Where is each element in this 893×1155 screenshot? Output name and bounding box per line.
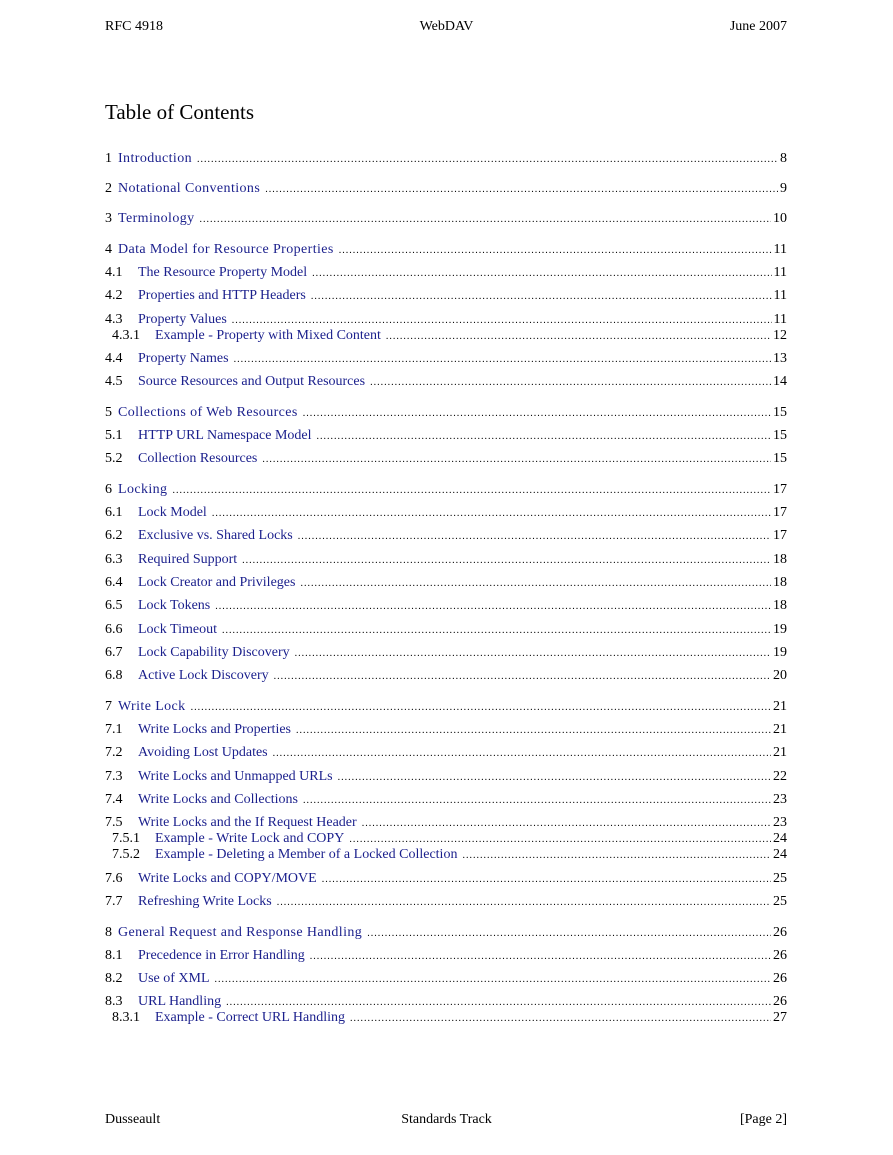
header-center: WebDAV <box>419 19 474 34</box>
toc-entry-page: 18 <box>773 598 787 613</box>
toc-entry[interactable] <box>105 211 787 228</box>
toc-entry-page: 11 <box>773 265 787 280</box>
toc-dot-leader <box>262 452 771 468</box>
toc-entry-page: 23 <box>773 815 787 830</box>
toc-entry[interactable] <box>105 451 787 468</box>
toc-entry-page: 11 <box>773 312 787 327</box>
toc-entry-number: 7.7 <box>105 894 123 909</box>
toc-entry[interactable] <box>105 668 787 685</box>
toc-entry[interactable] <box>105 815 787 832</box>
toc-entry[interactable] <box>105 181 787 198</box>
toc-dot-leader <box>212 506 771 522</box>
toc-entry-page: 26 <box>773 948 787 963</box>
toc-dot-leader <box>226 995 771 1011</box>
toc-dot-leader <box>274 669 771 685</box>
toc-entry-page: 18 <box>773 552 787 567</box>
toc-entry[interactable] <box>105 575 787 592</box>
toc-entry[interactable] <box>112 1010 787 1027</box>
toc-entry-page: 19 <box>773 645 787 660</box>
toc-entry-page: 24 <box>773 847 787 862</box>
toc-entry[interactable] <box>105 351 787 368</box>
toc-dot-leader <box>322 872 771 888</box>
footer-right: [Page 2] <box>739 1112 787 1127</box>
toc-entry[interactable] <box>105 482 787 499</box>
toc-entry-page: 22 <box>773 769 787 784</box>
toc-entry-link[interactable]: Write Locks and Unmapped URLs <box>138 769 333 784</box>
toc-entry-link[interactable]: Refreshing Write Locks <box>138 894 272 909</box>
toc-entry-link[interactable]: Notational Conventions <box>118 181 261 196</box>
toc-entry-number: 6.4 <box>105 575 123 590</box>
toc-entry-link[interactable]: Data Model for Resource Properties <box>118 242 334 257</box>
toc-entry-link[interactable]: Collections of Web Resources <box>118 405 298 420</box>
toc-entry-page: 12 <box>773 328 787 343</box>
toc-entry-page: 19 <box>773 622 787 637</box>
toc-entry-page: 17 <box>773 505 787 520</box>
toc-entry-page: 15 <box>773 405 787 420</box>
toc-entry[interactable] <box>105 871 787 888</box>
toc-entry-page: 24 <box>773 831 787 846</box>
toc-entry-link[interactable]: Example - Write Lock and COPY <box>155 831 345 846</box>
toc-entry[interactable] <box>105 792 787 809</box>
toc-entry-number: 6 <box>105 482 112 497</box>
toc-entry-page: 27 <box>773 1010 787 1025</box>
toc-entry-number: 6.7 <box>105 645 123 660</box>
toc-entry-page: 11 <box>773 288 787 303</box>
toc-entry[interactable] <box>105 288 787 305</box>
toc-entry-link[interactable]: Write Locks and Properties <box>138 722 292 737</box>
toc-entry-link[interactable]: Lock Tokens <box>138 598 211 613</box>
toc-entry-link[interactable]: Write Lock <box>118 699 186 714</box>
toc-dot-leader <box>462 848 771 864</box>
toc-entry-page: 20 <box>773 668 787 683</box>
toc-entry-number: 8.3.1 <box>112 1010 140 1025</box>
toc-entry-page: 15 <box>773 428 787 443</box>
header-left: RFC 4918 <box>105 19 163 34</box>
toc-entry-number: 1 <box>105 151 112 166</box>
toc-entry-page: 9 <box>780 181 787 196</box>
toc-entry-number: 4 <box>105 242 112 257</box>
toc-dot-leader <box>362 816 771 832</box>
toc-entry-link[interactable]: Property Values <box>138 312 227 327</box>
toc-dot-leader <box>367 926 771 942</box>
toc-entry-link[interactable]: Active Lock Discovery <box>138 668 269 683</box>
toc-entry-page: 10 <box>773 211 787 226</box>
toc-entry-page: 15 <box>773 451 787 466</box>
toc-entry-number: 7.2 <box>105 745 123 760</box>
toc-dot-leader <box>234 352 771 368</box>
toc-entry-number: 4.3.1 <box>112 328 140 343</box>
toc-entry-number: 7.5.1 <box>112 831 140 846</box>
toc-entry[interactable] <box>105 505 787 522</box>
toc-entry-link[interactable]: Example - Deleting a Member of a Locked Collection <box>155 847 458 862</box>
toc-entry[interactable] <box>105 948 787 965</box>
toc-entry[interactable] <box>105 971 787 988</box>
toc-dot-leader <box>222 623 771 639</box>
toc-entry[interactable] <box>105 312 787 329</box>
toc-dot-leader <box>277 895 771 911</box>
toc-entry[interactable] <box>105 242 787 259</box>
toc-entry[interactable] <box>112 831 787 848</box>
toc-entry-page: 21 <box>773 722 787 737</box>
toc-entry[interactable] <box>105 265 787 282</box>
toc-entry[interactable] <box>105 374 787 391</box>
toc-entry-page: 26 <box>773 971 787 986</box>
toc-entry[interactable] <box>105 769 787 786</box>
toc-entry-number: 7 <box>105 699 112 714</box>
toc-entry[interactable] <box>105 894 787 911</box>
toc-entry-number: 8.3 <box>105 994 123 1009</box>
toc-dot-leader <box>338 770 771 786</box>
toc-dot-leader <box>197 152 778 168</box>
toc-dot-leader <box>242 553 771 569</box>
toc-entry-number: 6.8 <box>105 668 123 683</box>
toc-entry[interactable] <box>105 552 787 569</box>
footer-center: Standards Track <box>401 1112 492 1127</box>
toc-entry[interactable] <box>105 405 787 422</box>
toc-entry-link[interactable]: Use of XML <box>138 971 210 986</box>
toc-entry-number: 7.6 <box>105 871 123 886</box>
toc-entry-page: 14 <box>773 374 787 389</box>
toc-entry[interactable] <box>112 847 787 864</box>
toc-entry[interactable] <box>105 994 787 1011</box>
toc-entry-number: 7.5 <box>105 815 123 830</box>
toc-entry-number: 8 <box>105 925 112 940</box>
toc-dot-leader <box>265 182 778 198</box>
toc-entry-number: 3 <box>105 211 112 226</box>
toc-entry-page: 17 <box>773 482 787 497</box>
toc-dot-leader <box>386 329 771 345</box>
toc-entry-number: 6.3 <box>105 552 123 567</box>
toc-entry[interactable] <box>105 745 787 762</box>
toc-entry-number: 6.5 <box>105 598 123 613</box>
toc-entry-link[interactable]: Exclusive vs. Shared Locks <box>138 528 293 543</box>
toc-entry-page: 26 <box>773 994 787 1009</box>
toc-entry-link[interactable]: HTTP URL Namespace Model <box>138 428 312 443</box>
toc-entry-number: 5.2 <box>105 451 123 466</box>
toc-entry-number: 7.4 <box>105 792 123 807</box>
toc-entry-link[interactable]: Locking <box>118 482 168 497</box>
toc-dot-leader <box>295 646 771 662</box>
toc-entry-page: 21 <box>773 745 787 760</box>
toc-entry[interactable] <box>105 151 787 168</box>
toc-dot-leader <box>349 832 771 848</box>
toc-dot-leader <box>303 406 771 422</box>
toc-entry-page: 25 <box>773 894 787 909</box>
toc-entry-number: 6.2 <box>105 528 123 543</box>
toc-entry-page: 8 <box>780 151 787 166</box>
toc-entry[interactable] <box>105 722 787 739</box>
toc-entry-number: 5 <box>105 405 112 420</box>
toc-entry[interactable] <box>105 598 787 615</box>
toc-entry-number: 8.1 <box>105 948 123 963</box>
toc-dot-leader <box>300 576 771 592</box>
toc-entry-link[interactable]: Example - Property with Mixed Content <box>155 328 381 343</box>
toc-dot-leader <box>172 483 771 499</box>
toc-entry-number: 2 <box>105 181 112 196</box>
toc-dot-leader <box>215 599 771 615</box>
toc-entry-link[interactable]: Source Resources and Output Resources <box>138 374 366 389</box>
toc-entry-link[interactable]: Write Locks and the If Request Header <box>138 815 357 830</box>
toc-dot-leader <box>303 793 771 809</box>
toc-entry-number: 6.6 <box>105 622 123 637</box>
page-title: Table of Contents <box>105 100 254 124</box>
toc-entry-number: 4.4 <box>105 351 123 366</box>
toc-dot-leader <box>310 949 771 965</box>
toc-entry-link[interactable]: Property Names <box>138 351 229 366</box>
toc-entry-link[interactable]: Collection Resources <box>138 451 258 466</box>
toc-dot-leader <box>273 746 771 762</box>
toc-dot-leader <box>232 313 772 329</box>
toc-entry[interactable] <box>105 699 787 716</box>
toc-dot-leader <box>200 212 771 228</box>
toc-dot-leader <box>298 529 771 545</box>
toc-entry-link[interactable]: Lock Timeout <box>138 622 217 637</box>
toc-dot-leader <box>312 266 771 282</box>
header-right: June 2007 <box>729 19 787 34</box>
toc-entry[interactable] <box>105 645 787 662</box>
toc-entry-page: 11 <box>773 242 787 257</box>
toc-dot-leader <box>370 375 771 391</box>
toc-entry-number: 7.1 <box>105 722 123 737</box>
toc-entry-link[interactable]: The Resource Property Model <box>138 265 308 280</box>
toc-entry-link[interactable]: Avoiding Lost Updates <box>138 745 268 760</box>
toc-entry-number: 4.5 <box>105 374 123 389</box>
toc-entry-number: 4.3 <box>105 312 123 327</box>
toc-entry-page: 26 <box>773 925 787 940</box>
toc-dot-leader <box>317 429 771 445</box>
toc-entry-link[interactable]: Lock Creator and Privileges <box>138 575 296 590</box>
toc-entry-page: 23 <box>773 792 787 807</box>
toc-entry-page: 25 <box>773 871 787 886</box>
toc-entry-link[interactable]: Lock Capability Discovery <box>138 645 290 660</box>
toc-entry-number: 8.2 <box>105 971 123 986</box>
toc-entry-link[interactable]: Lock Model <box>138 505 207 520</box>
toc-entry-link[interactable]: Required Support <box>138 552 238 567</box>
toc-entry-link[interactable]: General Request and Response Handling <box>118 925 363 940</box>
toc-entry-number: 5.1 <box>105 428 123 443</box>
toc-entry-number: 4.1 <box>105 265 123 280</box>
toc-entry-link[interactable]: Precedence in Error Handling <box>138 948 305 963</box>
toc-entry-page: 13 <box>773 351 787 366</box>
toc-entry-link[interactable]: Write Locks and Collections <box>138 792 299 807</box>
toc-dot-leader <box>350 1011 771 1027</box>
toc-entry[interactable] <box>105 428 787 445</box>
toc-entry[interactable] <box>112 328 787 345</box>
toc-entry-page: 18 <box>773 575 787 590</box>
toc-entry-link[interactable]: Properties and HTTP Headers <box>138 288 306 303</box>
toc-entry-link[interactable]: URL Handling <box>138 994 222 1009</box>
toc-entry-link[interactable]: Terminology <box>118 211 195 226</box>
toc-entry-link[interactable]: Example - Correct URL Handling <box>155 1010 345 1025</box>
toc-entry-number: 7.3 <box>105 769 123 784</box>
toc-entry[interactable] <box>105 528 787 545</box>
toc-entry-number: 4.2 <box>105 288 123 303</box>
toc-entry-page: 21 <box>773 699 787 714</box>
toc-entry-page: 17 <box>773 528 787 543</box>
toc-dot-leader <box>215 972 771 988</box>
toc-dot-leader <box>296 723 771 739</box>
toc-entry-number: 7.5.2 <box>112 847 140 862</box>
toc-entry[interactable] <box>105 622 787 639</box>
toc-entry-link[interactable]: Write Locks and COPY/MOVE <box>138 871 317 886</box>
toc-entry-link[interactable]: Introduction <box>118 151 193 166</box>
toc-dot-leader <box>311 289 772 305</box>
footer-left: Dusseault <box>105 1112 161 1127</box>
toc-entry[interactable] <box>105 925 787 942</box>
toc-dot-leader <box>191 700 771 716</box>
toc-dot-leader <box>339 243 772 259</box>
toc-entry-number: 6.1 <box>105 505 123 520</box>
